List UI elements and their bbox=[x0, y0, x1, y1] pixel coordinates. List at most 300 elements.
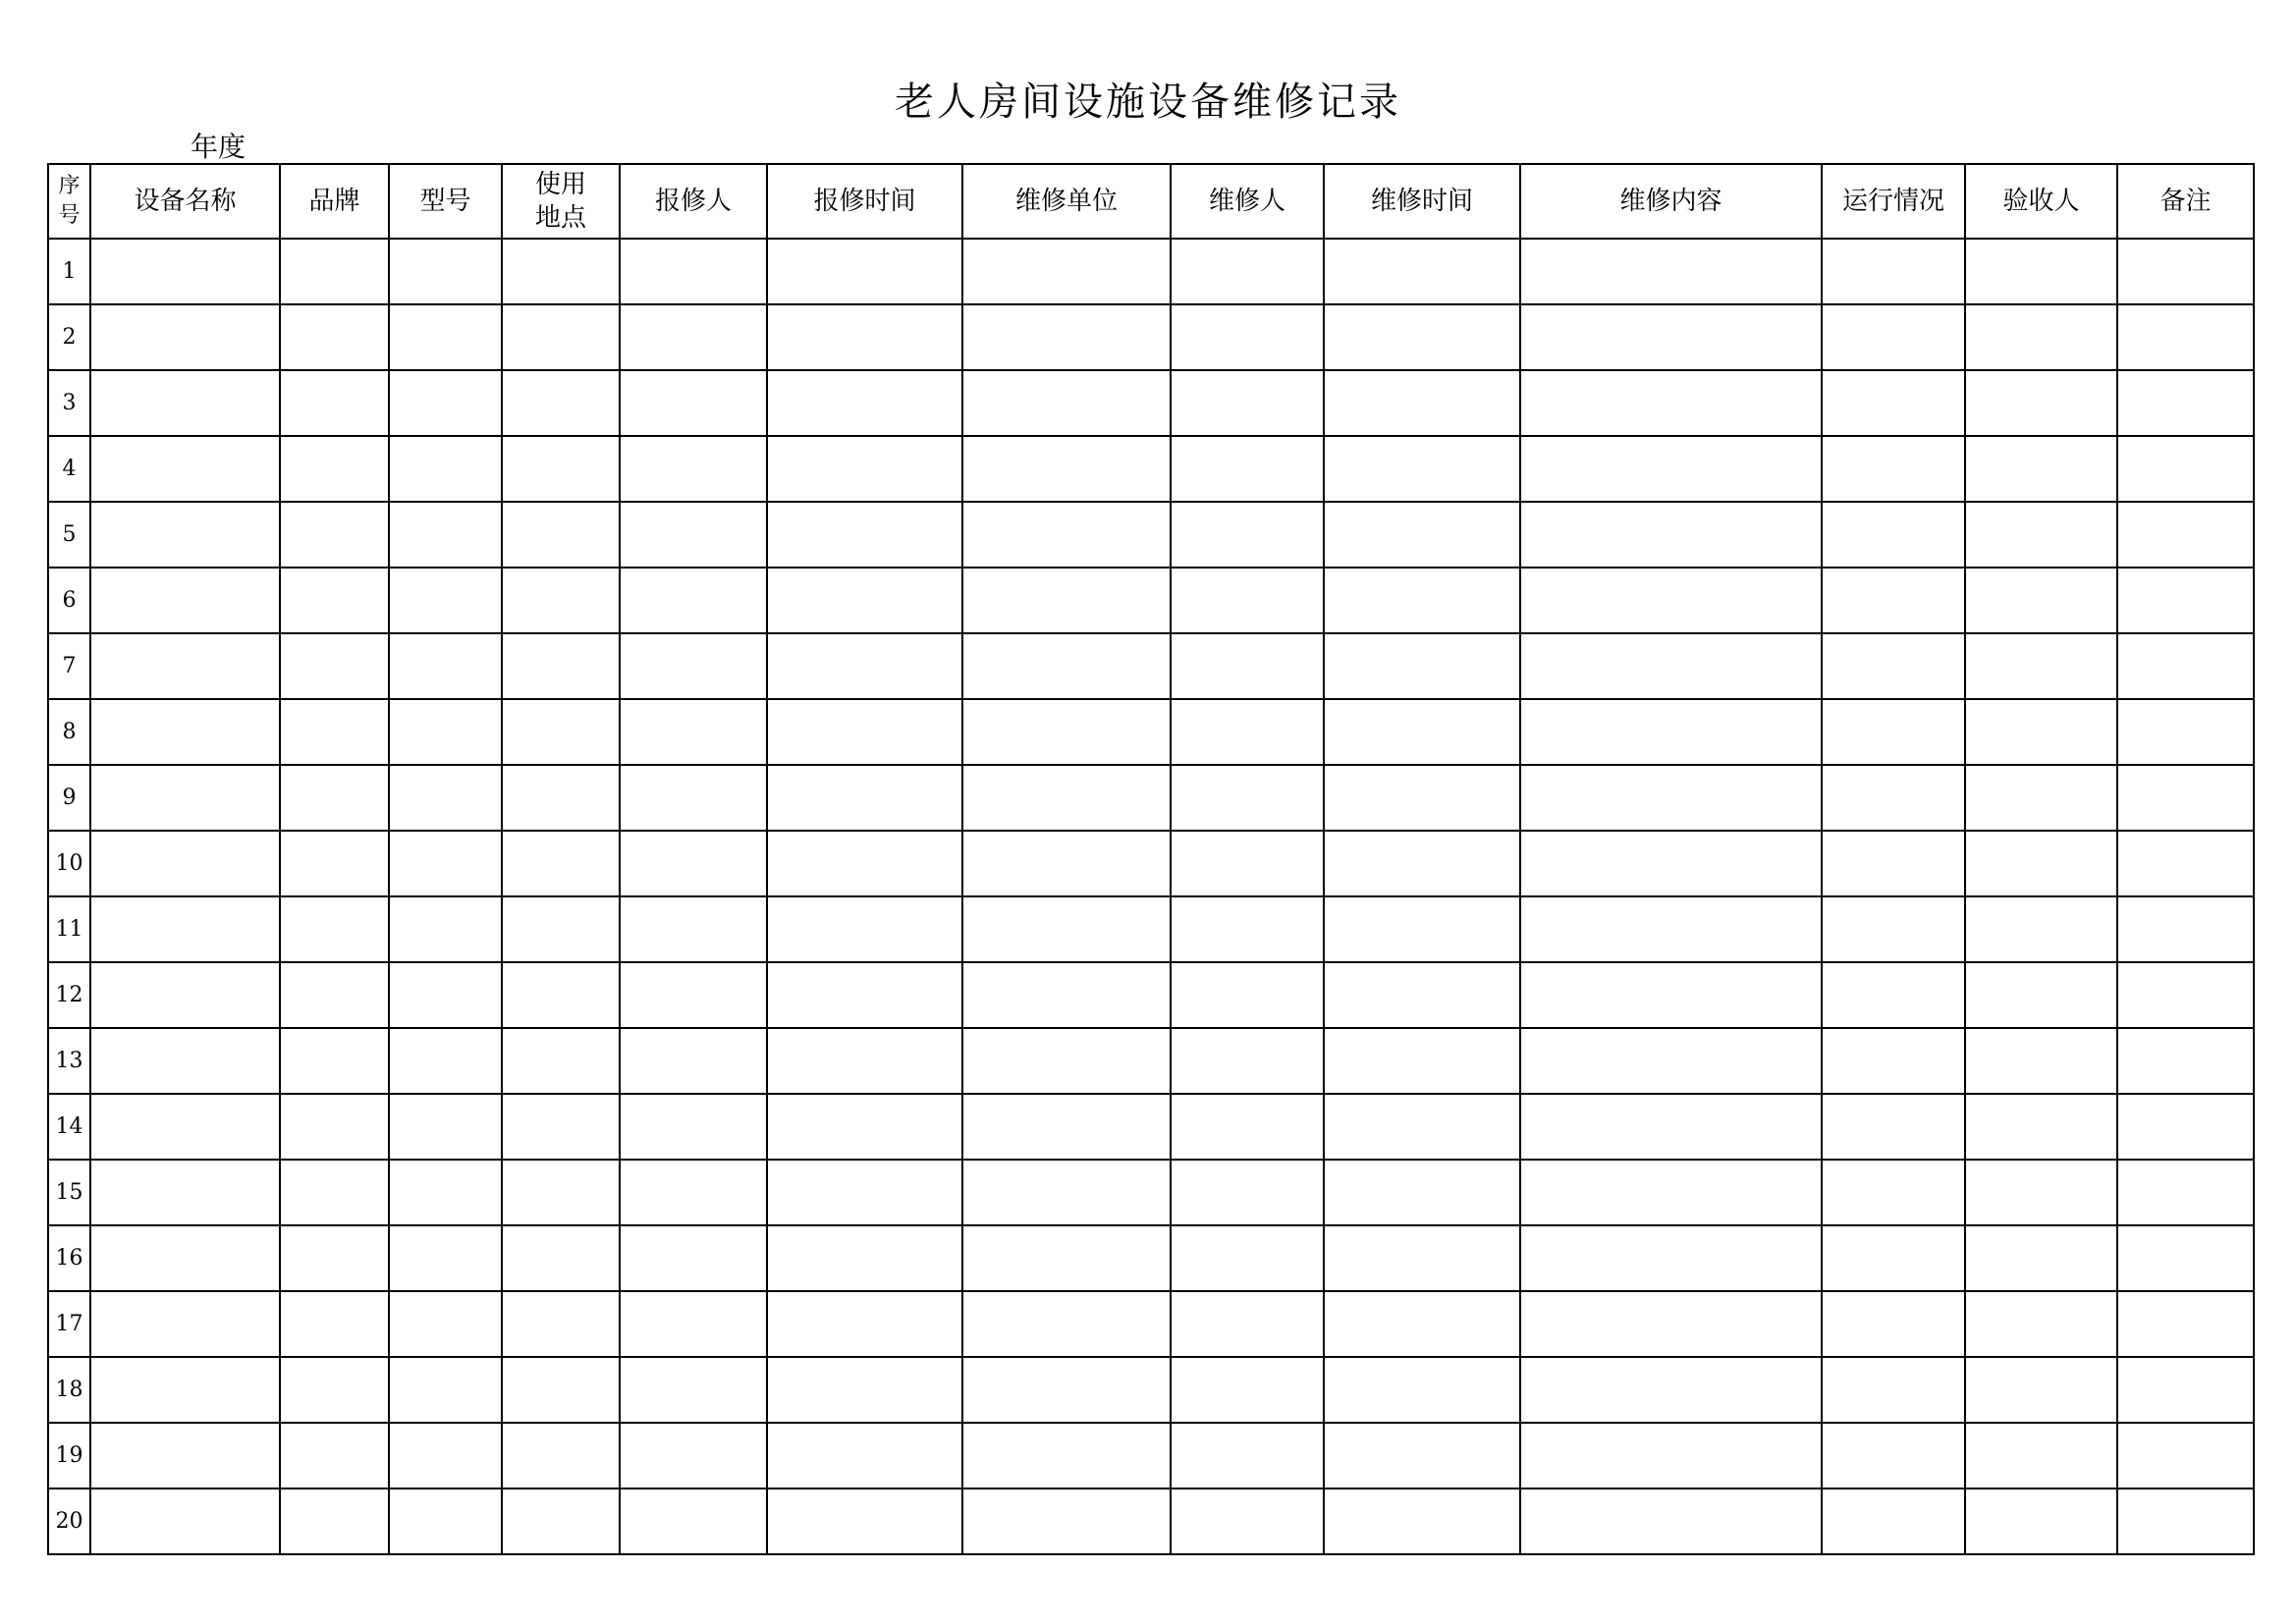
repair-time-cell[interactable] bbox=[1324, 1094, 1520, 1160]
repair-unit-cell[interactable] bbox=[962, 831, 1171, 896]
row-seq-cell: 16 bbox=[48, 1225, 90, 1291]
table-row bbox=[48, 1489, 2254, 1554]
acceptor-cell[interactable] bbox=[1965, 370, 2117, 436]
repair-content-cell[interactable] bbox=[1520, 436, 1822, 502]
reporter-cell[interactable] bbox=[620, 304, 767, 370]
device-name-cell[interactable] bbox=[90, 1423, 280, 1489]
reporter-cell[interactable] bbox=[620, 1028, 767, 1094]
reporter-cell[interactable] bbox=[620, 1094, 767, 1160]
repair-content-cell[interactable] bbox=[1520, 1357, 1822, 1423]
table-row bbox=[48, 304, 2254, 370]
operation-status-cell[interactable] bbox=[1822, 1423, 1965, 1489]
repair-content-cell[interactable] bbox=[1520, 1094, 1822, 1160]
model-cell[interactable] bbox=[389, 896, 502, 962]
operation-status-cell[interactable] bbox=[1822, 370, 1965, 436]
repair-time-cell[interactable] bbox=[1324, 699, 1520, 765]
repair-time-cell[interactable] bbox=[1324, 568, 1520, 633]
reporter-cell[interactable] bbox=[620, 1489, 767, 1554]
device-name-cell[interactable] bbox=[90, 962, 280, 1028]
repair-content-cell[interactable] bbox=[1520, 699, 1822, 765]
report-time-cell[interactable] bbox=[767, 568, 962, 633]
reporter-cell[interactable] bbox=[620, 633, 767, 699]
repair-unit-cell[interactable] bbox=[962, 896, 1171, 962]
acceptor-cell[interactable] bbox=[1965, 1357, 2117, 1423]
repairer-cell[interactable] bbox=[1171, 962, 1324, 1028]
reporter-cell[interactable] bbox=[620, 1291, 767, 1357]
repair-time-cell[interactable] bbox=[1324, 1357, 1520, 1423]
report-time-cell[interactable] bbox=[767, 633, 962, 699]
reporter-cell[interactable] bbox=[620, 370, 767, 436]
model-cell[interactable] bbox=[389, 436, 502, 502]
operation-status-cell[interactable] bbox=[1822, 1357, 1965, 1423]
repair-content-cell[interactable] bbox=[1520, 239, 1822, 304]
brand-cell[interactable] bbox=[280, 370, 389, 436]
location-cell[interactable] bbox=[502, 1489, 620, 1554]
table-row bbox=[48, 239, 2254, 304]
model-cell[interactable] bbox=[389, 370, 502, 436]
remark-cell[interactable] bbox=[2117, 831, 2254, 896]
repair-unit-cell[interactable] bbox=[962, 304, 1171, 370]
location-cell[interactable] bbox=[502, 304, 620, 370]
device-name-cell[interactable] bbox=[90, 436, 280, 502]
repair-content-cell[interactable] bbox=[1520, 1423, 1822, 1489]
remark-cell[interactable] bbox=[2117, 633, 2254, 699]
repair-unit-cell[interactable] bbox=[962, 568, 1171, 633]
report-time-cell[interactable] bbox=[767, 1357, 962, 1423]
device-name-cell[interactable] bbox=[90, 304, 280, 370]
reporter-cell[interactable] bbox=[620, 1225, 767, 1291]
device-name-cell[interactable] bbox=[90, 1489, 280, 1554]
repair-content-cell[interactable] bbox=[1520, 1489, 1822, 1554]
report-time-cell[interactable] bbox=[767, 962, 962, 1028]
remark-cell[interactable] bbox=[2117, 896, 2254, 962]
header-repair-unit: 维修单位 bbox=[962, 164, 1171, 239]
repairer-cell[interactable] bbox=[1171, 239, 1324, 304]
reporter-cell[interactable] bbox=[620, 502, 767, 568]
repair-content-cell[interactable] bbox=[1520, 962, 1822, 1028]
acceptor-cell[interactable] bbox=[1965, 765, 2117, 831]
location-cell[interactable] bbox=[502, 699, 620, 765]
report-time-cell[interactable] bbox=[767, 1489, 962, 1554]
device-name-cell[interactable] bbox=[90, 765, 280, 831]
header-operation-status: 运行情况 bbox=[1822, 164, 1965, 239]
model-cell[interactable] bbox=[389, 633, 502, 699]
repair-unit-cell[interactable] bbox=[962, 1489, 1171, 1554]
row-seq-cell: 2 bbox=[48, 304, 90, 370]
operation-status-cell[interactable] bbox=[1822, 765, 1965, 831]
repair-unit-cell[interactable] bbox=[962, 765, 1171, 831]
repair-content-cell[interactable] bbox=[1520, 568, 1822, 633]
acceptor-cell[interactable] bbox=[1965, 304, 2117, 370]
remark-cell[interactable] bbox=[2117, 1225, 2254, 1291]
location-cell[interactable] bbox=[502, 765, 620, 831]
table-row bbox=[48, 568, 2254, 633]
model-cell[interactable] bbox=[389, 1225, 502, 1291]
brand-cell[interactable] bbox=[280, 1423, 389, 1489]
repair-time-cell[interactable] bbox=[1324, 896, 1520, 962]
repair-time-cell[interactable] bbox=[1324, 831, 1520, 896]
reporter-cell[interactable] bbox=[620, 962, 767, 1028]
repair-content-cell[interactable] bbox=[1520, 1160, 1822, 1225]
model-cell[interactable] bbox=[389, 1094, 502, 1160]
operation-status-cell[interactable] bbox=[1822, 896, 1965, 962]
location-cell[interactable] bbox=[502, 1357, 620, 1423]
repairer-cell[interactable] bbox=[1171, 1489, 1324, 1554]
model-cell[interactable] bbox=[389, 1357, 502, 1423]
acceptor-cell[interactable] bbox=[1965, 568, 2117, 633]
location-cell[interactable] bbox=[502, 1094, 620, 1160]
repair-unit-cell[interactable] bbox=[962, 962, 1171, 1028]
table-body bbox=[48, 239, 2254, 1554]
device-name-cell[interactable] bbox=[90, 633, 280, 699]
operation-status-cell[interactable] bbox=[1822, 304, 1965, 370]
brand-cell[interactable] bbox=[280, 1225, 389, 1291]
location-cell[interactable] bbox=[502, 1028, 620, 1094]
repair-unit-cell[interactable] bbox=[962, 1094, 1171, 1160]
model-cell[interactable] bbox=[389, 502, 502, 568]
device-name-cell[interactable] bbox=[90, 1225, 280, 1291]
table-row bbox=[48, 831, 2254, 896]
repair-time-cell[interactable] bbox=[1324, 765, 1520, 831]
repair-content-cell[interactable] bbox=[1520, 896, 1822, 962]
row-seq-cell: 7 bbox=[48, 633, 90, 699]
repair-unit-cell[interactable] bbox=[962, 502, 1171, 568]
location-cell[interactable] bbox=[502, 831, 620, 896]
repairer-cell[interactable] bbox=[1171, 1357, 1324, 1423]
repair-content-cell[interactable] bbox=[1520, 1028, 1822, 1094]
repair-time-cell[interactable] bbox=[1324, 1160, 1520, 1225]
acceptor-cell[interactable] bbox=[1965, 1028, 2117, 1094]
acceptor-cell[interactable] bbox=[1965, 699, 2117, 765]
acceptor-cell[interactable] bbox=[1965, 1160, 2117, 1225]
operation-status-cell[interactable] bbox=[1822, 1489, 1965, 1554]
repairer-cell[interactable] bbox=[1171, 831, 1324, 896]
model-cell[interactable] bbox=[389, 1291, 502, 1357]
acceptor-cell[interactable] bbox=[1965, 239, 2117, 304]
repair-time-cell[interactable] bbox=[1324, 1489, 1520, 1554]
operation-status-cell[interactable] bbox=[1822, 568, 1965, 633]
location-cell[interactable] bbox=[502, 1225, 620, 1291]
brand-cell[interactable] bbox=[280, 1094, 389, 1160]
repair-content-cell[interactable] bbox=[1520, 1291, 1822, 1357]
operation-status-cell[interactable] bbox=[1822, 633, 1965, 699]
brand-cell[interactable] bbox=[280, 633, 389, 699]
header-device-name: 设备名称 bbox=[90, 164, 280, 239]
device-name-cell[interactable] bbox=[90, 699, 280, 765]
acceptor-cell[interactable] bbox=[1965, 1423, 2117, 1489]
report-time-cell[interactable] bbox=[767, 765, 962, 831]
report-time-cell[interactable] bbox=[767, 436, 962, 502]
remark-cell[interactable] bbox=[2117, 502, 2254, 568]
reporter-cell[interactable] bbox=[620, 765, 767, 831]
model-cell[interactable] bbox=[389, 962, 502, 1028]
report-time-cell[interactable] bbox=[767, 1423, 962, 1489]
repair-time-cell[interactable] bbox=[1324, 633, 1520, 699]
remark-cell[interactable] bbox=[2117, 962, 2254, 1028]
table-row bbox=[48, 1291, 2254, 1357]
repairer-cell[interactable] bbox=[1171, 1291, 1324, 1357]
brand-cell[interactable] bbox=[280, 1028, 389, 1094]
acceptor-cell[interactable] bbox=[1965, 831, 2117, 896]
acceptor-cell[interactable] bbox=[1965, 896, 2117, 962]
location-cell[interactable] bbox=[502, 502, 620, 568]
acceptor-cell[interactable] bbox=[1965, 436, 2117, 502]
table-row bbox=[48, 1225, 2254, 1291]
device-name-cell[interactable] bbox=[90, 1028, 280, 1094]
repairer-cell[interactable] bbox=[1171, 699, 1324, 765]
device-name-cell[interactable] bbox=[90, 1357, 280, 1423]
report-time-cell[interactable] bbox=[767, 239, 962, 304]
repair-content-cell[interactable] bbox=[1520, 633, 1822, 699]
model-cell[interactable] bbox=[389, 765, 502, 831]
reporter-cell[interactable] bbox=[620, 239, 767, 304]
report-time-cell[interactable] bbox=[767, 1291, 962, 1357]
remark-cell[interactable] bbox=[2117, 1028, 2254, 1094]
brand-cell[interactable] bbox=[280, 239, 389, 304]
reporter-cell[interactable] bbox=[620, 831, 767, 896]
repair-content-cell[interactable] bbox=[1520, 502, 1822, 568]
location-cell[interactable] bbox=[502, 1160, 620, 1225]
repairer-cell[interactable] bbox=[1171, 1423, 1324, 1489]
repair-content-cell[interactable] bbox=[1520, 765, 1822, 831]
repair-content-cell[interactable] bbox=[1520, 304, 1822, 370]
repair-unit-cell[interactable] bbox=[962, 633, 1171, 699]
location-cell[interactable] bbox=[502, 962, 620, 1028]
repair-unit-cell[interactable] bbox=[962, 436, 1171, 502]
remark-cell[interactable] bbox=[2117, 699, 2254, 765]
remark-cell[interactable] bbox=[2117, 1291, 2254, 1357]
row-seq-cell: 20 bbox=[48, 1489, 90, 1554]
table-row bbox=[48, 1160, 2254, 1225]
repairer-cell[interactable] bbox=[1171, 633, 1324, 699]
reporter-cell[interactable] bbox=[620, 1357, 767, 1423]
model-cell[interactable] bbox=[389, 831, 502, 896]
brand-cell[interactable] bbox=[280, 831, 389, 896]
report-time-cell[interactable] bbox=[767, 1225, 962, 1291]
device-name-cell[interactable] bbox=[90, 896, 280, 962]
device-name-cell[interactable] bbox=[90, 1160, 280, 1225]
repairer-cell[interactable] bbox=[1171, 436, 1324, 502]
model-cell[interactable] bbox=[389, 304, 502, 370]
table-row bbox=[48, 1423, 2254, 1489]
repair-unit-cell[interactable] bbox=[962, 1357, 1171, 1423]
repair-time-cell[interactable] bbox=[1324, 239, 1520, 304]
year-label: 年度 bbox=[191, 131, 246, 163]
reporter-cell[interactable] bbox=[620, 699, 767, 765]
brand-cell[interactable] bbox=[280, 1489, 389, 1554]
repairer-cell[interactable] bbox=[1171, 370, 1324, 436]
acceptor-cell[interactable] bbox=[1965, 1225, 2117, 1291]
row-seq-cell: 3 bbox=[48, 370, 90, 436]
report-time-cell[interactable] bbox=[767, 502, 962, 568]
reporter-cell[interactable] bbox=[620, 1160, 767, 1225]
device-name-cell[interactable] bbox=[90, 239, 280, 304]
acceptor-cell[interactable] bbox=[1965, 502, 2117, 568]
remark-cell[interactable] bbox=[2117, 239, 2254, 304]
brand-cell[interactable] bbox=[280, 1160, 389, 1225]
repair-content-cell[interactable] bbox=[1520, 831, 1822, 896]
repairer-cell[interactable] bbox=[1171, 1028, 1324, 1094]
table-row bbox=[48, 962, 2254, 1028]
remark-cell[interactable] bbox=[2117, 765, 2254, 831]
repair-unit-cell[interactable] bbox=[962, 1160, 1171, 1225]
repair-unit-cell[interactable] bbox=[962, 370, 1171, 436]
brand-cell[interactable] bbox=[280, 502, 389, 568]
repairer-cell[interactable] bbox=[1171, 896, 1324, 962]
brand-cell[interactable] bbox=[280, 896, 389, 962]
remark-cell[interactable] bbox=[2117, 1423, 2254, 1489]
operation-status-cell[interactable] bbox=[1822, 1028, 1965, 1094]
location-cell[interactable] bbox=[502, 633, 620, 699]
remark-cell[interactable] bbox=[2117, 370, 2254, 436]
operation-status-cell[interactable] bbox=[1822, 831, 1965, 896]
device-name-cell[interactable] bbox=[90, 1094, 280, 1160]
reporter-cell[interactable] bbox=[620, 1423, 767, 1489]
acceptor-cell[interactable] bbox=[1965, 1489, 2117, 1554]
repair-time-cell[interactable] bbox=[1324, 962, 1520, 1028]
remark-cell[interactable] bbox=[2117, 436, 2254, 502]
acceptor-cell[interactable] bbox=[1965, 962, 2117, 1028]
table-row bbox=[48, 1094, 2254, 1160]
repair-unit-cell[interactable] bbox=[962, 1225, 1171, 1291]
brand-cell[interactable] bbox=[280, 1291, 389, 1357]
report-time-cell[interactable] bbox=[767, 304, 962, 370]
operation-status-cell[interactable] bbox=[1822, 502, 1965, 568]
repair-unit-cell[interactable] bbox=[962, 1423, 1171, 1489]
report-time-cell[interactable] bbox=[767, 1094, 962, 1160]
model-cell[interactable] bbox=[389, 699, 502, 765]
operation-status-cell[interactable] bbox=[1822, 1291, 1965, 1357]
device-name-cell[interactable] bbox=[90, 568, 280, 633]
repair-unit-cell[interactable] bbox=[962, 1028, 1171, 1094]
repair-unit-cell[interactable] bbox=[962, 239, 1171, 304]
location-cell[interactable] bbox=[502, 370, 620, 436]
brand-cell[interactable] bbox=[280, 304, 389, 370]
reporter-cell[interactable] bbox=[620, 896, 767, 962]
report-time-cell[interactable] bbox=[767, 1028, 962, 1094]
report-time-cell[interactable] bbox=[767, 1160, 962, 1225]
header-reporter: 报修人 bbox=[620, 164, 767, 239]
table-row bbox=[48, 436, 2254, 502]
repair-content-cell[interactable] bbox=[1520, 370, 1822, 436]
device-name-cell[interactable] bbox=[90, 1291, 280, 1357]
operation-status-cell[interactable] bbox=[1822, 699, 1965, 765]
reporter-cell[interactable] bbox=[620, 436, 767, 502]
model-cell[interactable] bbox=[389, 1423, 502, 1489]
remark-cell[interactable] bbox=[2117, 568, 2254, 633]
operation-status-cell[interactable] bbox=[1822, 1225, 1965, 1291]
reporter-cell[interactable] bbox=[620, 568, 767, 633]
repairer-cell[interactable] bbox=[1171, 1160, 1324, 1225]
table-row bbox=[48, 896, 2254, 962]
repair-time-cell[interactable] bbox=[1324, 1291, 1520, 1357]
repair-time-cell[interactable] bbox=[1324, 502, 1520, 568]
repair-unit-cell[interactable] bbox=[962, 1291, 1171, 1357]
page-title: 老人房间设施设备维修记录 bbox=[895, 80, 1401, 125]
header-location bbox=[502, 164, 620, 239]
acceptor-cell[interactable] bbox=[1965, 633, 2117, 699]
row-seq-cell: 6 bbox=[48, 568, 90, 633]
repair-content-cell[interactable] bbox=[1520, 1225, 1822, 1291]
year-blank[interactable] bbox=[51, 134, 191, 165]
operation-status-cell[interactable] bbox=[1822, 1094, 1965, 1160]
header-repair-content: 维修内容 bbox=[1520, 164, 1822, 239]
header-seq bbox=[48, 164, 90, 239]
repair-time-cell[interactable] bbox=[1324, 1423, 1520, 1489]
location-cell[interactable] bbox=[502, 896, 620, 962]
repairer-cell[interactable] bbox=[1171, 502, 1324, 568]
repair-time-cell[interactable] bbox=[1324, 370, 1520, 436]
location-cell[interactable] bbox=[502, 568, 620, 633]
operation-status-cell[interactable] bbox=[1822, 962, 1965, 1028]
device-name-cell[interactable] bbox=[90, 370, 280, 436]
brand-cell[interactable] bbox=[280, 1357, 389, 1423]
repair-time-cell[interactable] bbox=[1324, 1028, 1520, 1094]
row-seq-cell: 11 bbox=[48, 896, 90, 962]
repairer-cell[interactable] bbox=[1171, 765, 1324, 831]
brand-cell[interactable] bbox=[280, 962, 389, 1028]
report-time-cell[interactable] bbox=[767, 699, 962, 765]
brand-cell[interactable] bbox=[280, 765, 389, 831]
remark-cell[interactable] bbox=[2117, 1160, 2254, 1225]
table-row bbox=[48, 370, 2254, 436]
brand-cell[interactable] bbox=[280, 699, 389, 765]
report-time-cell[interactable] bbox=[767, 896, 962, 962]
repair-unit-cell[interactable] bbox=[962, 699, 1171, 765]
remark-cell[interactable] bbox=[2117, 1094, 2254, 1160]
repair-time-cell[interactable] bbox=[1324, 1225, 1520, 1291]
header-location-line1: 使用 bbox=[534, 170, 586, 199]
repair-time-cell[interactable] bbox=[1324, 304, 1520, 370]
model-cell[interactable] bbox=[389, 1160, 502, 1225]
acceptor-cell[interactable] bbox=[1965, 1094, 2117, 1160]
location-cell[interactable] bbox=[502, 1423, 620, 1489]
report-time-cell[interactable] bbox=[767, 370, 962, 436]
repair-time-cell[interactable] bbox=[1324, 436, 1520, 502]
table-row bbox=[48, 765, 2254, 831]
model-cell[interactable] bbox=[389, 1028, 502, 1094]
brand-cell[interactable] bbox=[280, 436, 389, 502]
operation-status-cell[interactable] bbox=[1822, 239, 1965, 304]
remark-cell[interactable] bbox=[2117, 1489, 2254, 1554]
header-location-line2: 地点 bbox=[534, 203, 586, 233]
table-row bbox=[48, 1357, 2254, 1423]
location-cell[interactable] bbox=[502, 239, 620, 304]
brand-cell[interactable] bbox=[280, 568, 389, 633]
model-cell[interactable] bbox=[389, 239, 502, 304]
header-repairer: 维修人 bbox=[1171, 164, 1324, 239]
repairer-cell[interactable] bbox=[1171, 304, 1324, 370]
location-cell[interactable] bbox=[502, 436, 620, 502]
remark-cell[interactable] bbox=[2117, 1357, 2254, 1423]
repairer-cell[interactable] bbox=[1171, 1225, 1324, 1291]
row-seq-cell: 8 bbox=[48, 699, 90, 765]
remark-cell[interactable] bbox=[2117, 304, 2254, 370]
model-cell[interactable] bbox=[389, 568, 502, 633]
repairer-cell[interactable] bbox=[1171, 1094, 1324, 1160]
model-cell[interactable] bbox=[389, 1489, 502, 1554]
repairer-cell[interactable] bbox=[1171, 568, 1324, 633]
operation-status-cell[interactable] bbox=[1822, 1160, 1965, 1225]
row-seq-cell: 1 bbox=[48, 239, 90, 304]
acceptor-cell[interactable] bbox=[1965, 1291, 2117, 1357]
operation-status-cell[interactable] bbox=[1822, 436, 1965, 502]
table-row bbox=[48, 502, 2254, 568]
location-cell[interactable] bbox=[502, 1291, 620, 1357]
device-name-cell[interactable] bbox=[90, 502, 280, 568]
report-time-cell[interactable] bbox=[767, 831, 962, 896]
device-name-cell[interactable] bbox=[90, 831, 280, 896]
